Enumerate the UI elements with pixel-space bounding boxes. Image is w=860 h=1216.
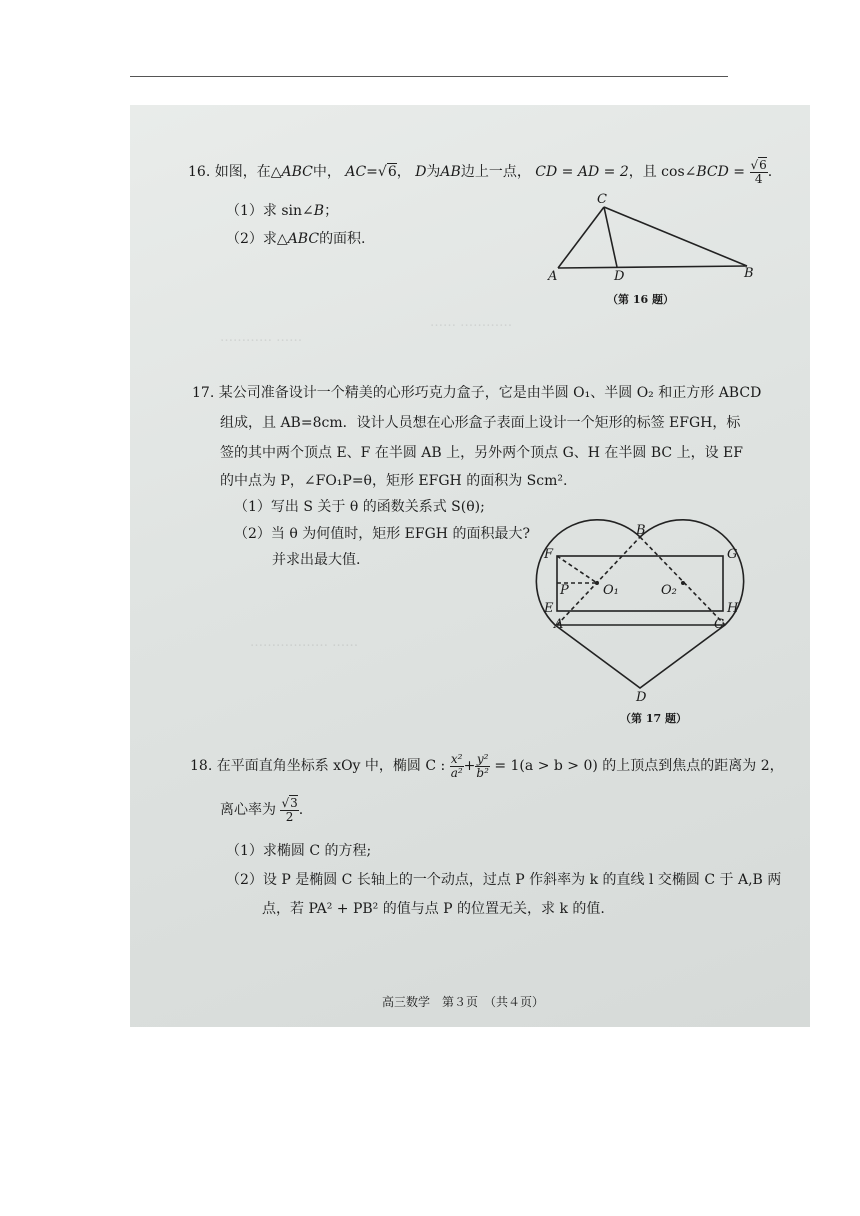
header-rule <box>130 76 728 77</box>
fig16-label-C: C <box>597 192 607 207</box>
q17-part1: （1）写出 S 关于 θ 的函数关系式 S(θ); <box>234 499 485 515</box>
q17-part2b: 并求出最大值. <box>272 552 361 568</box>
q17-line1: 17. 某公司准备设计一个精美的心形巧克力盒子，它是由半圆 O₁、半圆 O₂ 和正方形 ABCD <box>192 385 762 401</box>
heart-outline <box>536 520 743 688</box>
segment-FO1 <box>557 556 597 583</box>
fig17-label-F: F <box>544 547 554 562</box>
page-footer: 高三数学 第３页 （共４页） <box>382 995 545 1009</box>
q17-part2: （2）当 θ 为何值时，矩形 EFGH 的面积最大? <box>234 526 530 542</box>
fig16-label-D: D <box>614 269 625 284</box>
exam-page-photo <box>130 105 810 1027</box>
q17-line2: 组成，且 AB=8cm．设计人员想在心形盒子表面上设计一个矩形的标签 EFGH，标 <box>220 415 741 431</box>
q18-eccentricity: 离心率为 $\frac{√3}{2}$ . <box>220 796 304 824</box>
fig17-label-O1: O₁ <box>603 583 619 598</box>
fig17-label-D: D <box>636 690 647 705</box>
fig17-label-C: C <box>714 617 724 632</box>
fig16-label-A: A <box>548 269 558 284</box>
bleed-through-text: …… ………… <box>430 315 513 330</box>
q18-part2a: （2）设 P 是椭圆 C 长轴上的一个动点，过点 P 作斜率为 k 的直线 l 交椭圆 C 于 A,B 两 <box>226 872 782 888</box>
q18-stem: 18. 在平面直角坐标系 xOy 中，椭圆 C : $\frac{\text{x²}}{\text{a²}}$ + $\frac{\text{y²}}{\text{b²}}$ = 1(a > b > 0) 的上顶点到焦点的距离为 2， <box>190 752 784 780</box>
q16-stem: 16. 如图，在△ABC中， AC=√6， D为AB边上一点， CD = AD = 2，且 cos∠BCD = $\frac{√6}{4}$ . <box>188 158 773 186</box>
fig17-label-O2: O₂ <box>661 583 677 598</box>
fig17-label-B: B <box>636 523 646 538</box>
q16-part1: （1）求 sin∠B； <box>226 203 339 219</box>
q18-part1: （1）求椭圆 C 的方程; <box>226 843 372 859</box>
fig17-label-H: H <box>727 601 739 616</box>
cos-fraction: $\frac{√6}{4}$ <box>750 158 767 186</box>
fig16-label-B: B <box>744 266 754 281</box>
q17-line3: 签的其中两个顶点 E、F 在半圆 AB 上，另外两个顶点 G、H 在半圆 BC 上，设 EF <box>220 445 743 461</box>
q16-part2: （2）求△ABC的面积. <box>226 231 366 247</box>
fig17-label-A: A <box>554 617 564 632</box>
fig16-caption: （第 16 题） <box>607 293 674 306</box>
fig17-label-G: G <box>727 547 738 562</box>
q18-part2b: 点，若 PA² + PB² 的值与点 P 的位置无关，求 k 的值. <box>262 901 605 917</box>
bleed-through-text: ……………… …… <box>250 635 359 650</box>
fig17-label-P: P <box>560 583 569 598</box>
fig17-caption: （第 17 题） <box>620 712 687 725</box>
q17-line4: 的中点为 P，∠FO₁P=θ，矩形 EFGH 的面积为 Scm². <box>220 473 568 489</box>
bleed-through-text: ………… …… <box>220 330 303 345</box>
fig17-label-E: E <box>544 601 554 616</box>
